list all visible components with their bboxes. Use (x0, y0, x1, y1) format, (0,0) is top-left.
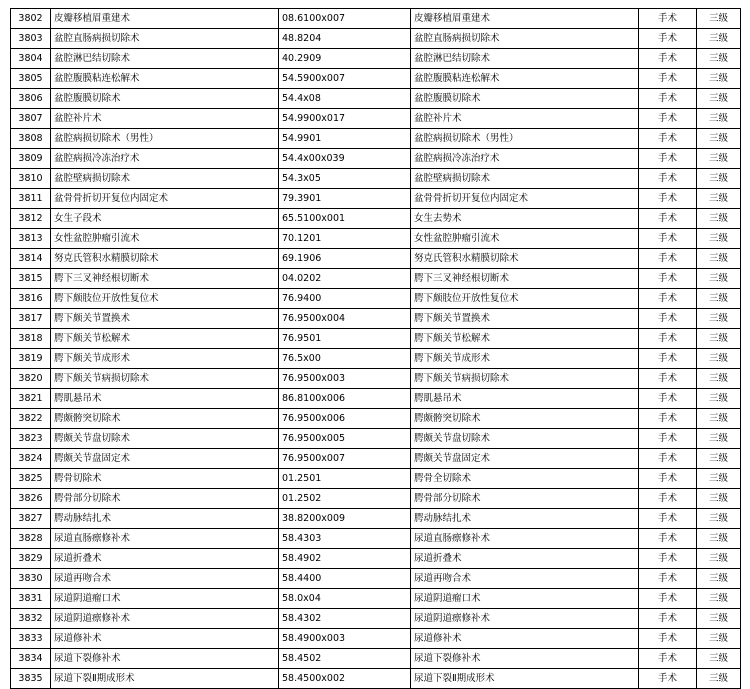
row-type: 手术 (639, 169, 697, 189)
row-icd-name: 尿道下裂Ⅱ期成形术 (411, 669, 639, 689)
row-type: 手术 (639, 329, 697, 349)
table-row (11, 409, 741, 429)
row-icd-code: 54.5900x007 (279, 69, 411, 89)
table-row (11, 9, 741, 29)
row-type: 手术 (639, 129, 697, 149)
row-level: 三级 (697, 149, 741, 169)
row-icd-name: 腭颇关节盘固定术 (411, 449, 639, 469)
row-code: 3824 (11, 449, 51, 469)
table-row (11, 389, 741, 409)
row-icd-code: 65.5100x001 (279, 209, 411, 229)
row-type: 手术 (639, 89, 697, 109)
row-icd-code: 58.4902 (279, 549, 411, 569)
row-icd-code: 58.4500x002 (279, 669, 411, 689)
row-icd-code: 40.2909 (279, 49, 411, 69)
row-icd-code: 76.9400 (279, 289, 411, 309)
row-level: 三级 (697, 189, 741, 209)
row-level: 三级 (697, 629, 741, 649)
row-procedure-name: 尿道下裂修补术 (51, 649, 279, 669)
row-icd-name: 盆腔病损切除术（男性） (411, 129, 639, 149)
row-type: 手术 (639, 409, 697, 429)
row-icd-code: 04.0202 (279, 269, 411, 289)
row-icd-code: 54.9901 (279, 129, 411, 149)
row-icd-name: 皮瓣移植眉重建术 (411, 9, 639, 29)
row-code: 3819 (11, 349, 51, 369)
row-icd-name: 盆骨骨折切开复位内固定术 (411, 189, 639, 209)
row-code: 3825 (11, 469, 51, 489)
row-icd-name: 盆腔补片术 (411, 109, 639, 129)
table-row (11, 149, 741, 169)
row-icd-name: 腭动脉结扎术 (411, 509, 639, 529)
row-code: 3835 (11, 669, 51, 689)
table-row (11, 309, 741, 329)
table-row (11, 589, 741, 609)
row-level: 三级 (697, 69, 741, 89)
row-type: 手术 (639, 449, 697, 469)
row-type: 手术 (639, 609, 697, 629)
row-icd-name: 腭下颇关节置换术 (411, 309, 639, 329)
row-icd-name: 盆腔腹膜切除术 (411, 89, 639, 109)
row-procedure-name: 腭颇关节盘切除术 (51, 429, 279, 449)
row-icd-name: 腭下颇关节松解术 (411, 329, 639, 349)
row-code: 3811 (11, 189, 51, 209)
table-row (11, 329, 741, 349)
row-icd-code: 58.4900x003 (279, 629, 411, 649)
row-icd-code: 69.1906 (279, 249, 411, 269)
row-icd-code: 70.1201 (279, 229, 411, 249)
row-icd-code: 48.8204 (279, 29, 411, 49)
row-type: 手术 (639, 9, 697, 29)
row-type: 手术 (639, 249, 697, 269)
row-type: 手术 (639, 569, 697, 589)
row-type: 手术 (639, 309, 697, 329)
row-procedure-name: 尿道阴道瘭修补术 (51, 609, 279, 629)
row-level: 三级 (697, 669, 741, 689)
row-code: 3830 (11, 569, 51, 589)
row-level: 三级 (697, 549, 741, 569)
row-level: 三级 (697, 409, 741, 429)
table-row (11, 609, 741, 629)
row-type: 手术 (639, 209, 697, 229)
table-row (11, 189, 741, 209)
row-type: 手术 (639, 549, 697, 569)
row-type: 手术 (639, 189, 697, 209)
table-row (11, 569, 741, 589)
row-level: 三级 (697, 429, 741, 449)
row-procedure-name: 女性盆腔肿瘤引流术 (51, 229, 279, 249)
row-code: 3805 (11, 69, 51, 89)
row-procedure-name: 腭骨部分切除术 (51, 489, 279, 509)
row-icd-name: 努克氏管积水精膜切除术 (411, 249, 639, 269)
row-code: 3832 (11, 609, 51, 629)
row-level: 三级 (697, 309, 741, 329)
row-code: 3829 (11, 549, 51, 569)
row-level: 三级 (697, 229, 741, 249)
row-icd-name: 尿道修补术 (411, 629, 639, 649)
table-row (11, 669, 741, 689)
row-icd-code: 58.4502 (279, 649, 411, 669)
row-procedure-name: 盆腔腹膜粘连松解术 (51, 69, 279, 89)
row-type: 手术 (639, 149, 697, 169)
row-level: 三级 (697, 249, 741, 269)
row-procedure-name: 尿道下裂Ⅱ期成形术 (51, 669, 279, 689)
row-type: 手术 (639, 69, 697, 89)
row-level: 三级 (697, 109, 741, 129)
row-type: 手术 (639, 389, 697, 409)
row-procedure-name: 盆腔腹膜切除术 (51, 89, 279, 109)
table-row (11, 629, 741, 649)
table-row (11, 249, 741, 269)
row-icd-name: 尿道阴道瘭修补术 (411, 609, 639, 629)
table-row (11, 449, 741, 469)
row-procedure-name: 盆腔直肠病损切除术 (51, 29, 279, 49)
table-row (11, 169, 741, 189)
row-code: 3821 (11, 389, 51, 409)
table-row (11, 369, 741, 389)
row-icd-code: 76.5x00 (279, 349, 411, 369)
row-procedure-name: 尿道直肠瘭修补术 (51, 529, 279, 549)
row-procedure-name: 腭肌悬吊术 (51, 389, 279, 409)
row-type: 手术 (639, 289, 697, 309)
row-code: 3822 (11, 409, 51, 429)
row-level: 三级 (697, 209, 741, 229)
procedure-table (10, 8, 741, 689)
row-type: 手术 (639, 529, 697, 549)
row-procedure-name: 盆腔淋巴结切除术 (51, 49, 279, 69)
row-icd-name: 盆腔直肠病损切除术 (411, 29, 639, 49)
row-procedure-name: 腭下颇关节置换术 (51, 309, 279, 329)
row-procedure-name: 腭颇关节盘固定术 (51, 449, 279, 469)
row-icd-name: 女生去势术 (411, 209, 639, 229)
row-procedure-name: 尿道再吻合术 (51, 569, 279, 589)
row-icd-code: 76.9500x003 (279, 369, 411, 389)
row-level: 三级 (697, 9, 741, 29)
row-level: 三级 (697, 449, 741, 469)
row-code: 3804 (11, 49, 51, 69)
row-procedure-name: 尿道修补术 (51, 629, 279, 649)
row-icd-code: 38.8200x009 (279, 509, 411, 529)
row-type: 手术 (639, 669, 697, 689)
row-code: 3809 (11, 149, 51, 169)
row-code: 3815 (11, 269, 51, 289)
row-icd-code: 76.9501 (279, 329, 411, 349)
row-type: 手术 (639, 489, 697, 509)
row-level: 三级 (697, 529, 741, 549)
row-code: 3806 (11, 89, 51, 109)
table-row (11, 269, 741, 289)
row-procedure-name: 腭骨切除术 (51, 469, 279, 489)
table-row (11, 209, 741, 229)
row-procedure-name: 腭下颇关节病损切除术 (51, 369, 279, 389)
table-row (11, 509, 741, 529)
row-icd-name: 腭颇关节盘切除术 (411, 429, 639, 449)
row-icd-code: 58.4302 (279, 609, 411, 629)
row-level: 三级 (697, 509, 741, 529)
row-code: 3808 (11, 129, 51, 149)
row-icd-code: 54.4x00x039 (279, 149, 411, 169)
row-icd-name: 腭下颇肢位开放性复位术 (411, 289, 639, 309)
row-procedure-name: 努克氏管积水精膜切除术 (51, 249, 279, 269)
table-row (11, 109, 741, 129)
row-level: 三级 (697, 469, 741, 489)
table-body (11, 9, 741, 689)
row-type: 手术 (639, 269, 697, 289)
row-icd-name: 盆腔壁病损切除术 (411, 169, 639, 189)
row-icd-code: 54.3x05 (279, 169, 411, 189)
row-level: 三级 (697, 29, 741, 49)
row-icd-name: 盆腔病损冷冻治疗术 (411, 149, 639, 169)
table-row (11, 29, 741, 49)
row-icd-name: 腭下颇关节成形术 (411, 349, 639, 369)
row-procedure-name: 腭下颇关节成形术 (51, 349, 279, 369)
row-icd-name: 腭骨部分切除术 (411, 489, 639, 509)
row-code: 3803 (11, 29, 51, 49)
table-row (11, 289, 741, 309)
row-icd-code: 76.9500x004 (279, 309, 411, 329)
row-icd-code: 54.9900x017 (279, 109, 411, 129)
row-icd-name: 腭下颇关节病损切除术 (411, 369, 639, 389)
row-icd-code: 79.3901 (279, 189, 411, 209)
row-icd-code: 76.9500x006 (279, 409, 411, 429)
row-code: 3827 (11, 509, 51, 529)
row-icd-name: 腭颇骻突切除术 (411, 409, 639, 429)
table-row (11, 489, 741, 509)
row-level: 三级 (697, 129, 741, 149)
row-level: 三级 (697, 589, 741, 609)
row-level: 三级 (697, 369, 741, 389)
row-procedure-name: 腭动脉结扎术 (51, 509, 279, 529)
row-level: 三级 (697, 49, 741, 69)
row-procedure-name: 尿道阴道瘤口术 (51, 589, 279, 609)
row-type: 手术 (639, 429, 697, 449)
row-type: 手术 (639, 509, 697, 529)
row-level: 三级 (697, 649, 741, 669)
row-icd-name: 腭骨全切除术 (411, 469, 639, 489)
row-icd-code: 58.4303 (279, 529, 411, 549)
row-code: 3833 (11, 629, 51, 649)
row-level: 三级 (697, 489, 741, 509)
table-row (11, 429, 741, 449)
row-level: 三级 (697, 289, 741, 309)
row-code: 3807 (11, 109, 51, 129)
row-icd-name: 腭肌悬吊术 (411, 389, 639, 409)
row-procedure-name: 盆腔补片术 (51, 109, 279, 129)
row-code: 3813 (11, 229, 51, 249)
row-procedure-name: 腭下颇肢位开放性复位术 (51, 289, 279, 309)
row-icd-name: 盆腔腹膜粘连松解术 (411, 69, 639, 89)
row-type: 手术 (639, 589, 697, 609)
row-procedure-name: 盆腔病损切除术（男性） (51, 129, 279, 149)
row-type: 手术 (639, 229, 697, 249)
row-level: 三级 (697, 169, 741, 189)
row-icd-code: 76.9500x007 (279, 449, 411, 469)
row-code: 3816 (11, 289, 51, 309)
table-row (11, 349, 741, 369)
row-type: 手术 (639, 649, 697, 669)
row-code: 3810 (11, 169, 51, 189)
row-code: 3831 (11, 589, 51, 609)
row-procedure-name: 女生子段术 (51, 209, 279, 229)
row-procedure-name: 腭下颇关节松解术 (51, 329, 279, 349)
row-icd-name: 尿道直肠瘭修补术 (411, 529, 639, 549)
row-code: 3802 (11, 9, 51, 29)
row-icd-name: 尿道阴道瘤口术 (411, 589, 639, 609)
row-code: 3828 (11, 529, 51, 549)
table-row (11, 129, 741, 149)
row-type: 手术 (639, 369, 697, 389)
row-procedure-name: 尿道折叠术 (51, 549, 279, 569)
row-icd-code: 54.4x08 (279, 89, 411, 109)
table-row (11, 89, 741, 109)
row-code: 3818 (11, 329, 51, 349)
row-type: 手术 (639, 49, 697, 69)
table-row (11, 49, 741, 69)
table-row (11, 529, 741, 549)
row-level: 三级 (697, 349, 741, 369)
row-level: 三级 (697, 569, 741, 589)
table-row (11, 69, 741, 89)
row-code: 3814 (11, 249, 51, 269)
row-icd-code: 08.6100x007 (279, 9, 411, 29)
row-icd-code: 58.4400 (279, 569, 411, 589)
row-type: 手术 (639, 349, 697, 369)
row-code: 3812 (11, 209, 51, 229)
row-icd-name: 尿道下裂修补术 (411, 649, 639, 669)
row-level: 三级 (697, 609, 741, 629)
row-icd-code: 01.2501 (279, 469, 411, 489)
row-icd-code: 58.0x04 (279, 589, 411, 609)
row-icd-code: 86.8100x006 (279, 389, 411, 409)
row-code: 3817 (11, 309, 51, 329)
table-row (11, 469, 741, 489)
row-code: 3823 (11, 429, 51, 449)
row-icd-code: 01.2502 (279, 489, 411, 509)
row-icd-code: 76.9500x005 (279, 429, 411, 449)
row-icd-name: 盆腔淋巴结切除术 (411, 49, 639, 69)
row-level: 三级 (697, 89, 741, 109)
row-code: 3826 (11, 489, 51, 509)
row-icd-name: 女性盆腔肿瘤引流术 (411, 229, 639, 249)
row-procedure-name: 腭下三叉神经根切断术 (51, 269, 279, 289)
table-row (11, 229, 741, 249)
row-code: 3820 (11, 369, 51, 389)
row-icd-name: 腭下三叉神经根切断术 (411, 269, 639, 289)
row-procedure-name: 盆腔壁病损切除术 (51, 169, 279, 189)
table-row (11, 649, 741, 669)
row-level: 三级 (697, 389, 741, 409)
row-type: 手术 (639, 109, 697, 129)
row-procedure-name: 皮瓣移植眉重建术 (51, 9, 279, 29)
row-type: 手术 (639, 29, 697, 49)
row-type: 手术 (639, 629, 697, 649)
row-icd-name: 尿道再吻合术 (411, 569, 639, 589)
row-procedure-name: 腭颇骻突切除术 (51, 409, 279, 429)
row-level: 三级 (697, 329, 741, 349)
table-row (11, 549, 741, 569)
row-icd-name: 尿道折叠术 (411, 549, 639, 569)
row-level: 三级 (697, 269, 741, 289)
row-code: 3834 (11, 649, 51, 669)
row-type: 手术 (639, 469, 697, 489)
row-procedure-name: 盆骨骨折切开复位内固定术 (51, 189, 279, 209)
row-procedure-name: 盆腔病损冷冻治疗术 (51, 149, 279, 169)
